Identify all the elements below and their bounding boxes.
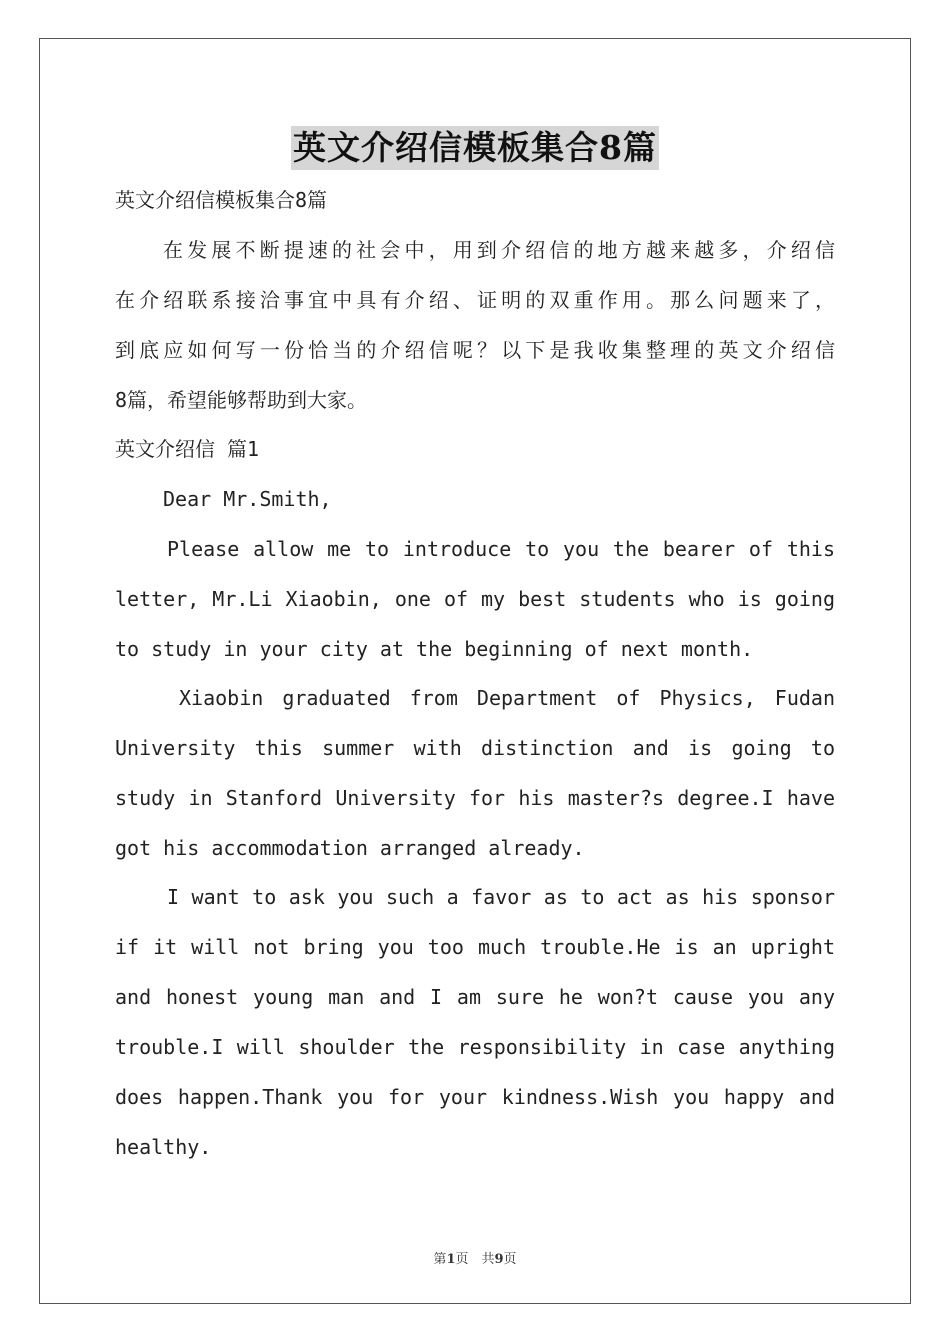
title-container (0, 126, 950, 170)
footer-middle: 页 共 (455, 1252, 495, 1267)
paragraph-line: study in Stanford University for his master?s degree.I have (115, 786, 835, 810)
page-footer (0, 1248, 950, 1267)
paragraph-line: does happen.Thank you for your kindness.Wish you happy and (115, 1085, 835, 1109)
intro-line: 在发展不断提速的社会中，用到介绍信的地方越来越多，介绍信 (163, 238, 835, 262)
paragraph-line: Xiaobin graduated from Department of Physics, Fudan (179, 686, 835, 710)
paragraph-line: I want to ask you such a favor as to act as his sponsor (167, 885, 835, 909)
salutation: Dear Mr.Smith, (163, 487, 332, 511)
footer-total-pages: 9 (494, 1252, 504, 1267)
intro-line: 8篇，希望能够帮助到大家。 (115, 388, 368, 412)
paragraph-line: to study in your city at the beginning of next month. (115, 637, 754, 661)
intro-line: 在介绍联系接洽事宜中具有介绍、证明的双重作用。那么问题来了， (115, 288, 835, 312)
document-title: 英文介绍信模板集合8篇 (291, 126, 659, 170)
paragraph-line: trouble.I will shoulder the responsibility in case anything (115, 1035, 835, 1059)
paragraph-line: University this summer with distinction and is going to (115, 736, 835, 760)
paragraph-line: if it will not bring you too much trouble.He is an upright (115, 935, 835, 959)
paragraph-line: and honest young man and I am sure he won?t cause you any (115, 985, 835, 1009)
paragraph-line: healthy. (115, 1135, 212, 1159)
footer-suffix: 页 (503, 1252, 517, 1267)
footer-page-number: 1 (446, 1252, 456, 1267)
section-heading: 英文介绍信 篇1 (115, 437, 260, 461)
intro-line: 到底应如何写一份恰当的介绍信呢？以下是我收集整理的英文介绍信 (115, 338, 835, 362)
paragraph-line: Please allow me to introduce to you the bearer of this (167, 537, 835, 561)
page-border (39, 38, 911, 1304)
footer-prefix: 第 (433, 1252, 447, 1267)
paragraph-line: got his accommodation arranged already. (115, 836, 585, 860)
paragraph-line: letter, Mr.Li Xiaobin, one of my best students who is going (115, 587, 835, 611)
subtitle: 英文介绍信模板集合8篇 (115, 188, 328, 212)
